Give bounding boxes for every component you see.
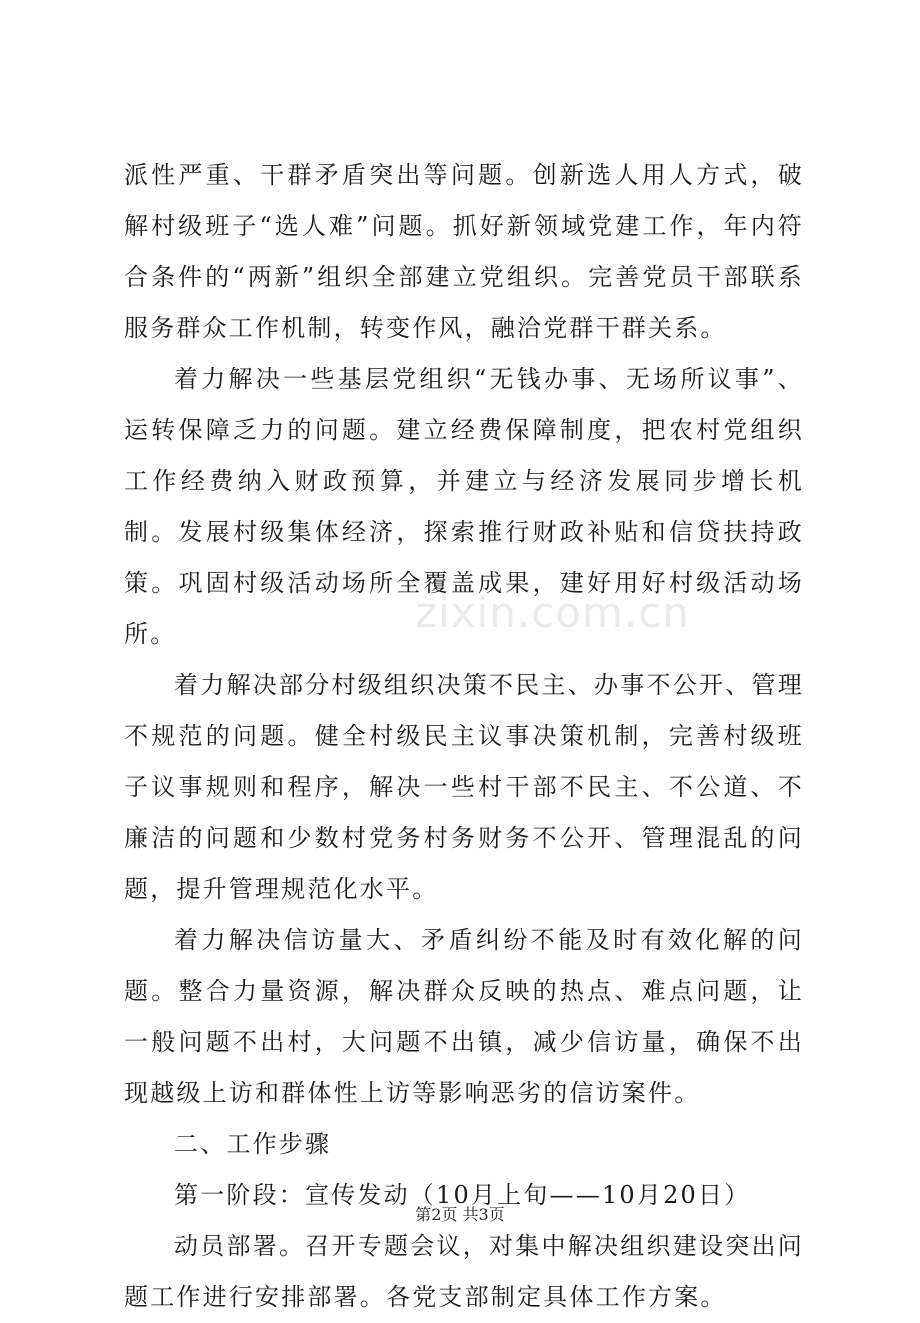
paragraph-funding: 着力解决一些基层党组织“无钱办事、无场所议事”、运转保障乏力的问题。建立经费保障制度，把农村党组织工作经费纳入财政预算，并建立与经济发展同步增长机制。发展村级集体经济，探索推行财政补贴和信贷扶持政策。巩固村级活动场所全覆盖成果，建好用好村级活动场所。 (124, 365, 804, 648)
document-body (124, 150, 804, 1323)
paragraph-mobilization: 动员部署。召开专题会议，对集中解决组织建设突出问题工作进行安排部署。各党支部制定具体工作方案。 (124, 1232, 804, 1311)
stage-heading-first: 第一阶段：宣传发动（10月上旬——10月20日） (174, 1181, 751, 1209)
paragraph-democracy: 着力解决部分村级组织决策不民主、办事不公开、管理不规范的问题。健全村级民主议事决策机制，完善村级班子议事规则和程序，解决一些村干部不民主、不公道、不廉洁的问题和少数村党务村务财务不公开、管理混乱的问题，提升管理规范化水平。 (124, 671, 804, 903)
paragraph-continuation: 派性严重、干群矛盾突出等问题。创新选人用人方式，破解村级班子“选人难”问题。抓好新领域党建工作，年内符合条件的“两新”组织全部建立党组织。完善党员干部联系服务群众工作机制，转变作风，融洽党群干群关系。 (124, 161, 804, 342)
watermark: zixin.com.cn (415, 588, 690, 637)
page-footer: 第2页 共3页 (415, 1205, 505, 1224)
paragraph-petitions: 着力解决信访量大、矛盾纠纷不能及时有效化解的问题。整合力量资源，解决群众反映的热点、难点问题，让一般问题不出村，大问题不出镇，减少信访量，确保不出现越级上访和群体性上访等影响恶劣的信访案件。 (124, 926, 804, 1107)
section-heading-work-steps: 二、工作步骤 (174, 1130, 332, 1158)
